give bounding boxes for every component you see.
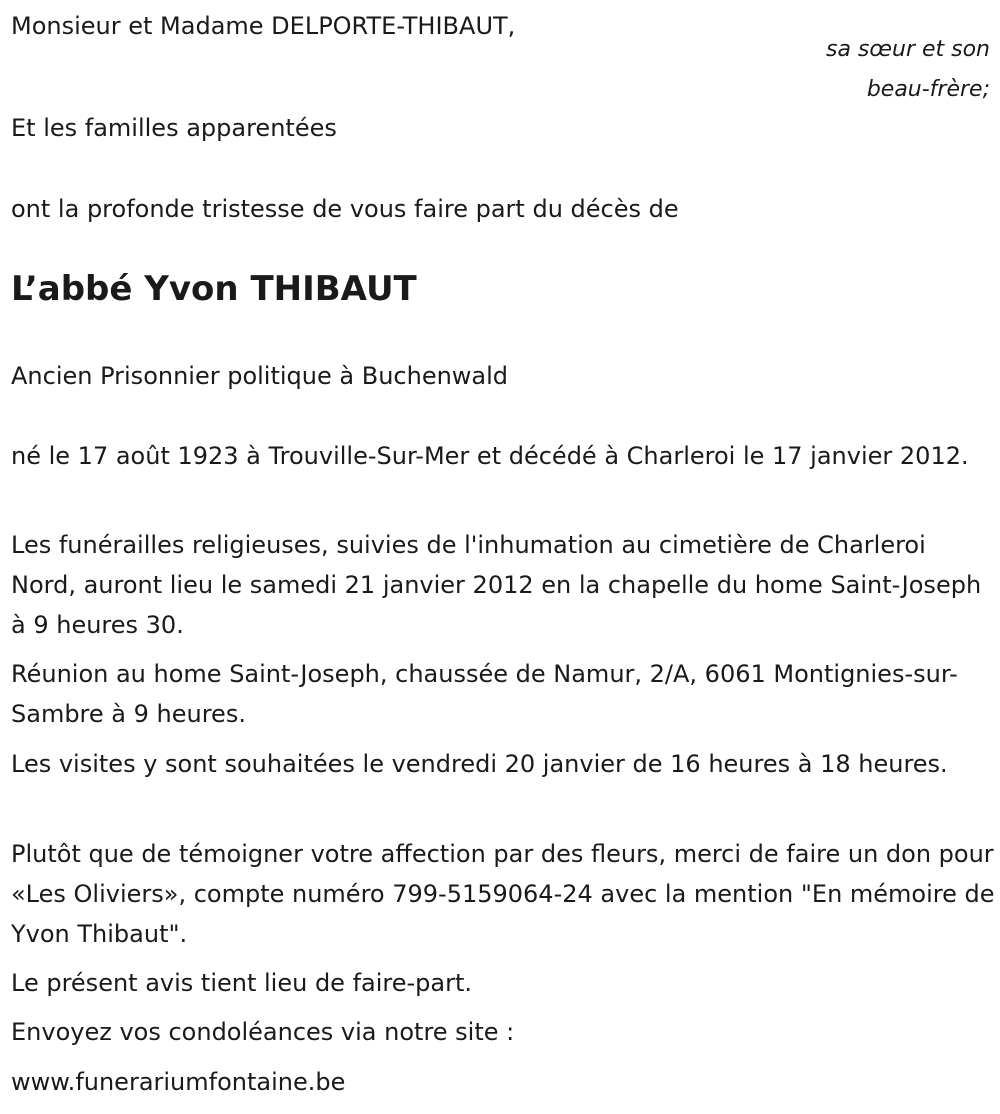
meeting-paragraph: Réunion au home Saint-Joseph, chaussée de Namur, 2/A, 6061 Montignies-sur-Sambre à 9 heures. (11, 660, 958, 728)
website-link[interactable]: www.funerariumfontaine.be (11, 1068, 346, 1096)
notice-line: Le présent avis tient lieu de faire-part. (11, 969, 473, 997)
visits-paragraph: Les visites y sont souhaitées le vendredi 20 janvier de 16 heures à 18 heures. (11, 750, 948, 778)
donation-paragraph: Plutôt que de témoigner votre affection par des fleurs, merci de faire un don pour «Les Oliviers», compte numéro 799-5159064-24 avec la mention "En mémoire de Yvon Thibaut". (11, 840, 995, 948)
family-line: Monsieur et Madame DELPORTE-THIBAUT, (11, 12, 516, 40)
birth-death-paragraph: né le 17 août 1923 à Trouville-Sur-Mer et décédé à Charleroi le 17 janvier 2012. (11, 442, 969, 470)
condolences-line: Envoyez vos condoléances via notre site : (11, 1018, 515, 1046)
funeral-paragraph: Les funérailles religieuses, suivies de l'inhumation au cimetière de Charleroi Nord, auront lieu le samedi 21 janvier 2012 en la chapelle du home Saint-Joseph à 9 heures 30. (11, 531, 982, 639)
relation-note: sa sœur et son beau-frère; (825, 37, 990, 102)
announcement-line: ont la profonde tristesse de vous faire part du décès de (11, 195, 679, 223)
deceased-title: Ancien Prisonnier politique à Buchenwald (11, 362, 509, 390)
families-line: Et les familles apparentées (11, 114, 337, 142)
deceased-name: L’abbé Yvon THIBAUT (11, 269, 417, 309)
